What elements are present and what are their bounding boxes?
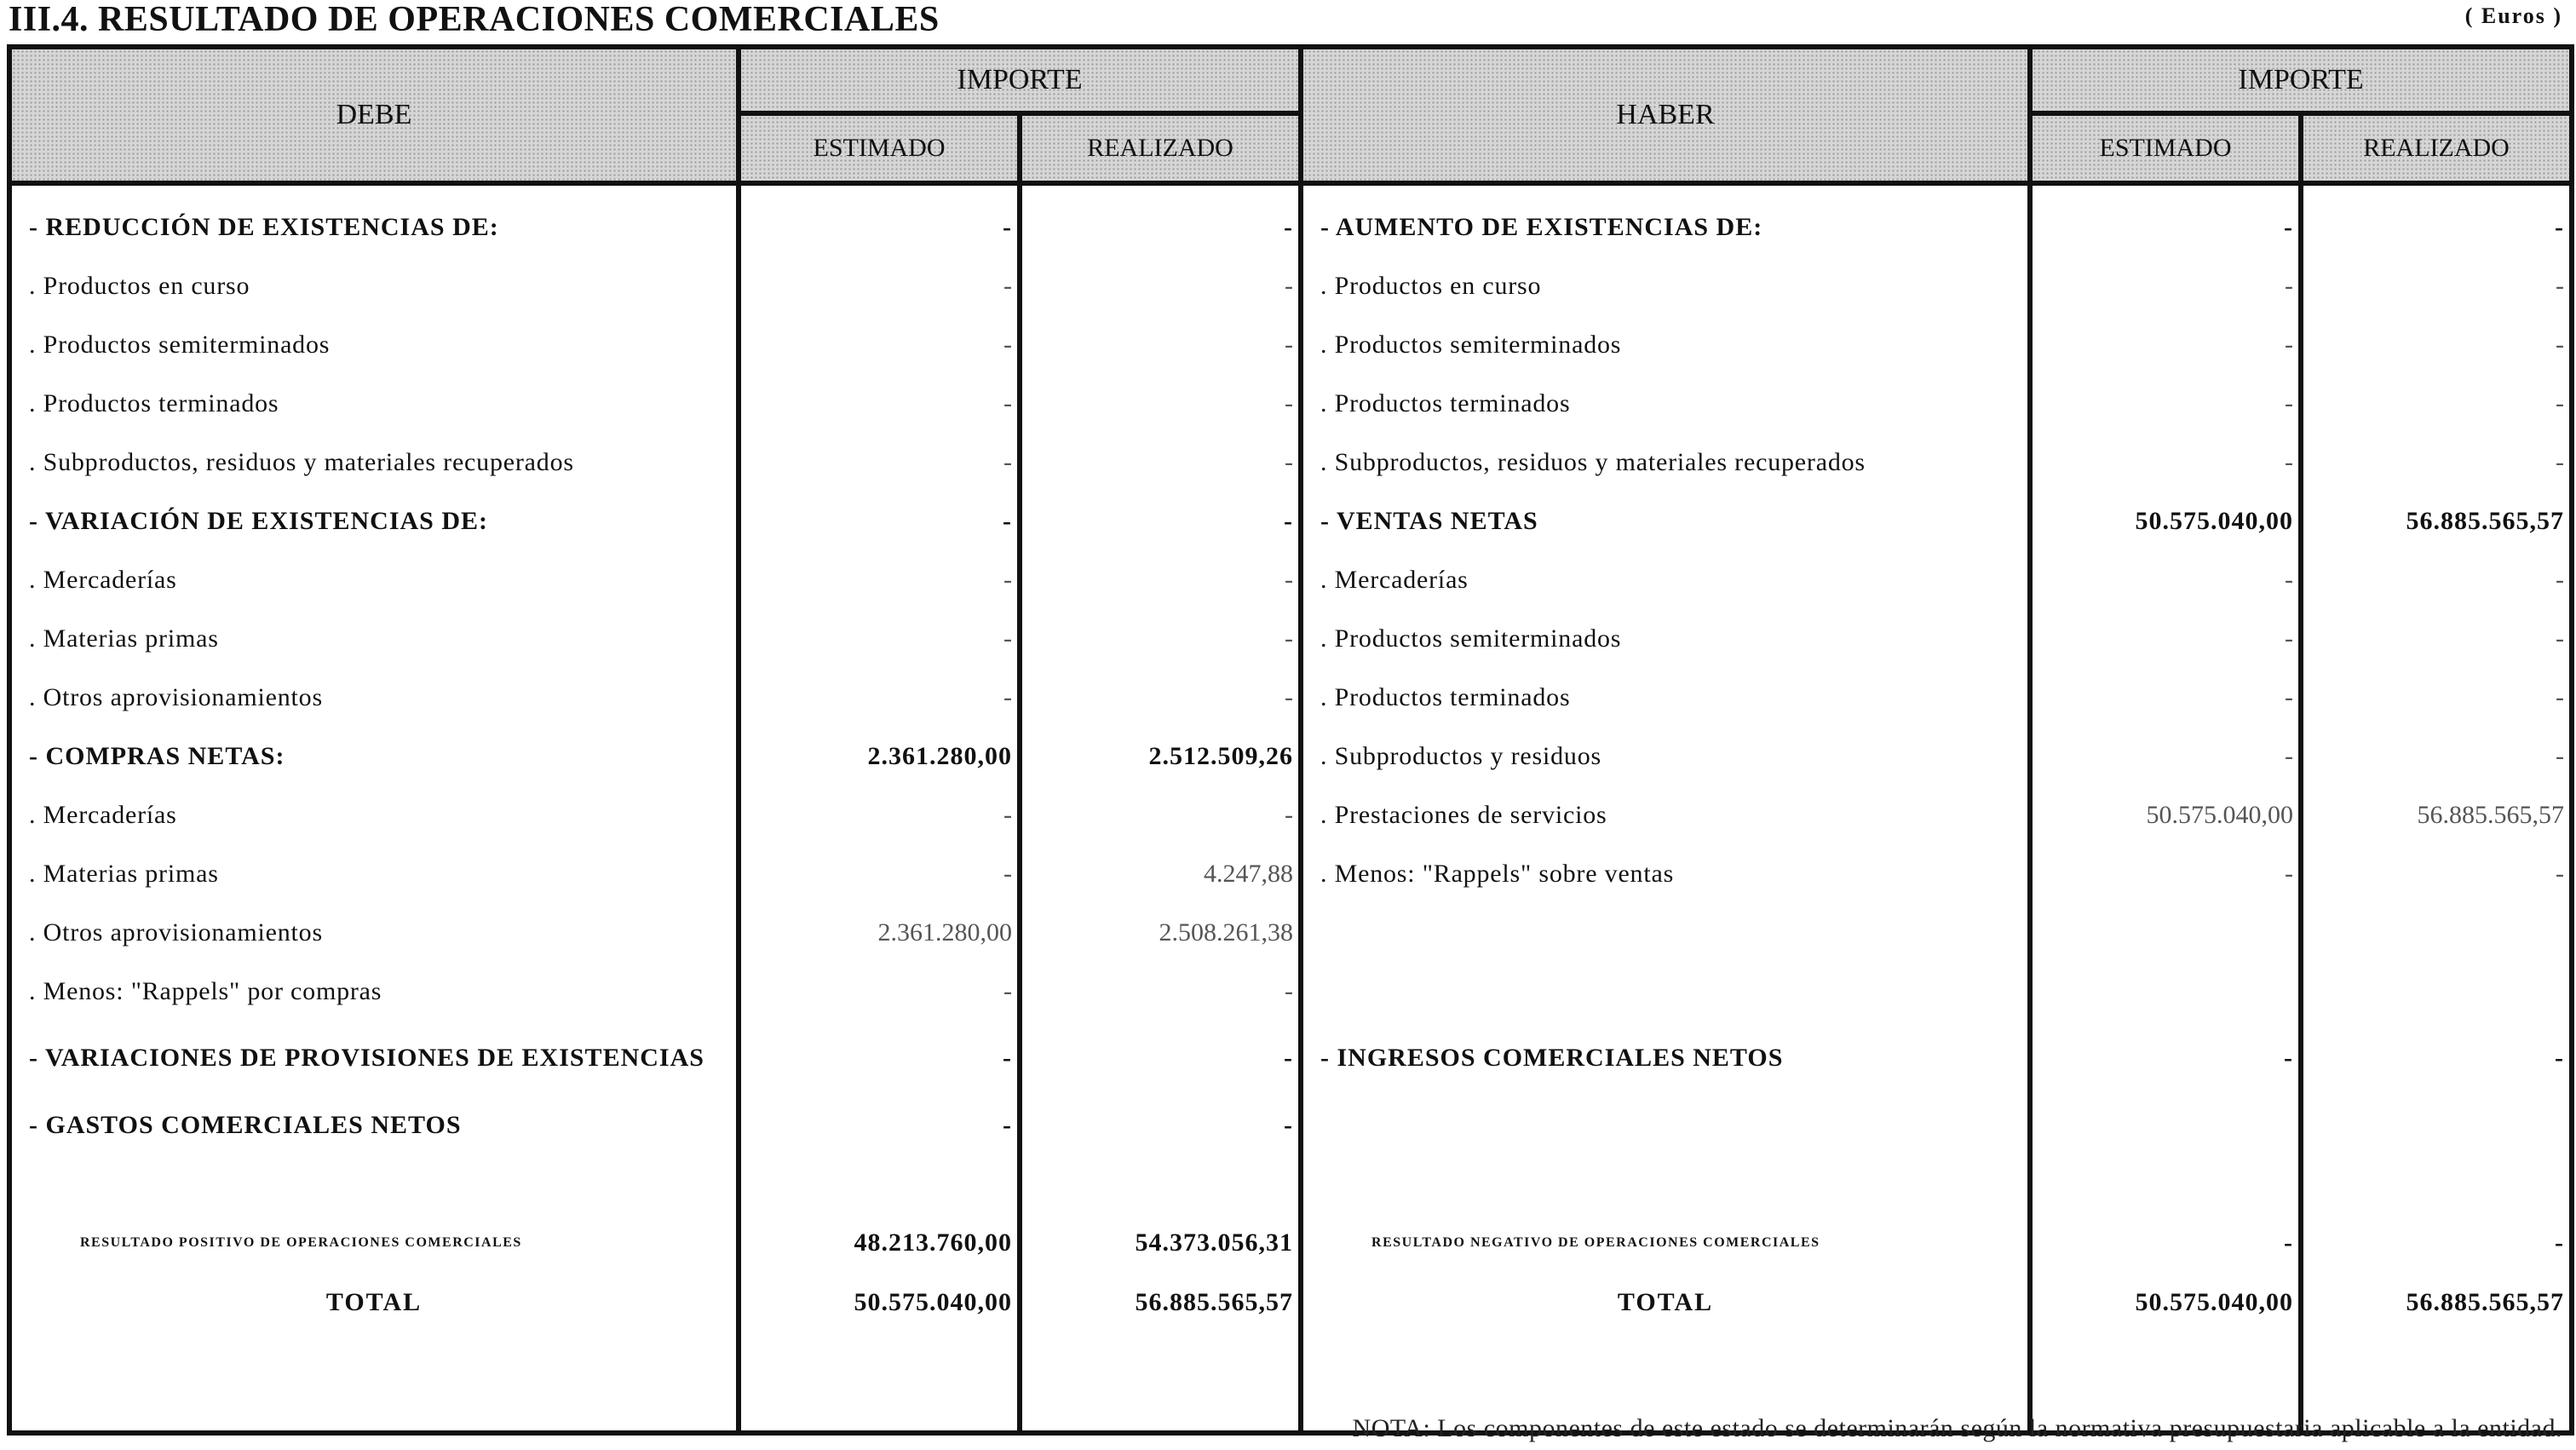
haber-label: . Menos: "Rappels" sobre ventas — [1301, 844, 2030, 903]
haber-label: . Subproductos, residuos y materiales recuperados — [1301, 433, 2030, 492]
debe-label: . Otros aprovisionamientos — [9, 668, 739, 727]
haber-label: . Productos terminados — [1301, 668, 2030, 727]
haber-estimado — [2030, 903, 2301, 962]
table-row — [9, 785, 2572, 844]
table-row — [9, 183, 2572, 256]
haber-realizado: - — [2301, 433, 2572, 492]
header-estimado-haber: ESTIMADO — [2030, 113, 2301, 183]
table-row — [9, 962, 2572, 1021]
haber-estimado: 50.575.040,00 — [2030, 785, 2301, 844]
debe-realizado: 2.512.509,26 — [1020, 727, 1301, 785]
total-row — [9, 1284, 2572, 1321]
haber-realizado: - — [2301, 1202, 2572, 1284]
haber-estimado — [2030, 962, 2301, 1021]
debe-label: . Productos en curso — [9, 256, 739, 315]
debe-estimado: - — [739, 785, 1020, 844]
debe-label: . Productos semiterminados — [9, 315, 739, 374]
debe-estimado: - — [739, 492, 1020, 550]
debe-realizado: - — [1020, 550, 1301, 609]
table-row — [9, 256, 2572, 315]
haber-label: . Productos terminados — [1301, 374, 2030, 433]
header-importe-debe: IMPORTE — [739, 47, 1301, 113]
debe-estimado: 48.213.760,00 — [739, 1202, 1020, 1284]
haber-estimado: - — [2030, 374, 2301, 433]
haber-estimado: - — [2030, 668, 2301, 727]
debe-realizado: - — [1020, 962, 1301, 1021]
debe-estimado: - — [739, 668, 1020, 727]
haber-label — [1301, 962, 2030, 1021]
debe-label: - GASTOS COMERCIALES NETOS — [9, 1096, 739, 1154]
haber-realizado — [2301, 962, 2572, 1021]
haber-estimado: - — [2030, 1021, 2301, 1096]
haber-label: . Subproductos y residuos — [1301, 727, 2030, 785]
debe-label: . Mercaderías — [9, 785, 739, 844]
haber-realizado: - — [2301, 550, 2572, 609]
debe-realizado: - — [1020, 609, 1301, 668]
haber-realizado: - — [2301, 1021, 2572, 1096]
debe-realizado: - — [1020, 374, 1301, 433]
haber-realizado: - — [2301, 374, 2572, 433]
total-label-debe: TOTAL — [9, 1284, 739, 1321]
haber-label — [1301, 903, 2030, 962]
debe-label: . Otros aprovisionamientos — [9, 903, 739, 962]
table-row — [9, 903, 2572, 962]
header-importe-haber: IMPORTE — [2030, 47, 2572, 113]
haber-realizado: 56.885.565,57 — [2301, 492, 2572, 550]
total-debe-estimado: 50.575.040,00 — [739, 1284, 1020, 1321]
debe-estimado: - — [739, 374, 1020, 433]
total-haber-estimado: 50.575.040,00 — [2030, 1284, 2301, 1321]
total-haber-realizado: 56.885.565,57 — [2301, 1284, 2572, 1321]
debe-estimado: - — [739, 550, 1020, 609]
table-row — [9, 374, 2572, 433]
header-realizado-haber: REALIZADO — [2301, 113, 2572, 183]
haber-label: . Mercaderías — [1301, 550, 2030, 609]
debe-label: . Mercaderías — [9, 550, 739, 609]
debe-realizado: - — [1020, 315, 1301, 374]
debe-estimado: - — [739, 315, 1020, 374]
debe-realizado: - — [1020, 1021, 1301, 1096]
debe-realizado: 4.247,88 — [1020, 844, 1301, 903]
haber-realizado — [2301, 903, 2572, 962]
haber-realizado: - — [2301, 727, 2572, 785]
debe-realizado: - — [1020, 433, 1301, 492]
table-row — [9, 492, 2572, 550]
debe-label: - VARIACIÓN DE EXISTENCIAS DE: — [9, 492, 739, 550]
debe-realizado: - — [1020, 785, 1301, 844]
table-row — [9, 727, 2572, 785]
haber-realizado: - — [2301, 183, 2572, 256]
debe-estimado: - — [739, 183, 1020, 256]
haber-realizado: - — [2301, 609, 2572, 668]
haber-label: . Prestaciones de servicios — [1301, 785, 2030, 844]
header-haber: HABER — [1301, 47, 2030, 183]
table-row — [9, 844, 2572, 903]
haber-estimado: - — [2030, 844, 2301, 903]
debe-estimado: - — [739, 962, 1020, 1021]
haber-estimado: - — [2030, 1202, 2301, 1284]
haber-label: - INGRESOS COMERCIALES NETOS — [1301, 1021, 2030, 1096]
debe-estimado: - — [739, 844, 1020, 903]
haber-estimado: 50.575.040,00 — [2030, 492, 2301, 550]
debe-estimado: - — [739, 1096, 1020, 1154]
table-row — [9, 1096, 2572, 1154]
debe-label: . Materias primas — [9, 844, 739, 903]
debe-estimado: 2.361.280,00 — [739, 727, 1020, 785]
haber-estimado: - — [2030, 256, 2301, 315]
haber-label: . Productos en curso — [1301, 256, 2030, 315]
page-title: III.4. RESULTADO DE OPERACIONES COMERCIALES — [9, 0, 940, 39]
debe-realizado: 2.508.261,38 — [1020, 903, 1301, 962]
result-row — [9, 1202, 2572, 1284]
haber-realizado: 56.885.565,57 — [2301, 785, 2572, 844]
footnote: NOTA: Los componentes de este estado se determinarán según la normativa presupuestaria aplicable a la entidad. — [1352, 1414, 2562, 1442]
header-debe: DEBE — [9, 47, 739, 183]
debe-realizado: - — [1020, 492, 1301, 550]
debe-label: - COMPRAS NETAS: — [9, 727, 739, 785]
table-row — [9, 550, 2572, 609]
haber-label: - VENTAS NETAS — [1301, 492, 2030, 550]
debe-label: . Productos terminados — [9, 374, 739, 433]
debe-realizado: 54.373.056,31 — [1020, 1202, 1301, 1284]
header-realizado-debe: REALIZADO — [1020, 113, 1301, 183]
table-row — [9, 1021, 2572, 1096]
header-estimado-debe: ESTIMADO — [739, 113, 1020, 183]
debe-realizado: - — [1020, 1096, 1301, 1154]
units-label: ( Euros ) — [2464, 3, 2562, 28]
haber-estimado: - — [2030, 183, 2301, 256]
debe-label: - REDUCCIÓN DE EXISTENCIAS DE: — [9, 183, 739, 256]
haber-estimado: - — [2030, 609, 2301, 668]
table-row — [9, 433, 2572, 492]
haber-estimado: - — [2030, 727, 2301, 785]
debe-label: . Materias primas — [9, 609, 739, 668]
debe-label: . Subproductos, residuos y materiales recuperados — [9, 433, 739, 492]
debe-realizado: - — [1020, 183, 1301, 256]
table-row — [9, 668, 2572, 727]
total-label-haber: TOTAL — [1301, 1284, 2030, 1321]
table-row — [9, 609, 2572, 668]
debe-label: . Menos: "Rappels" por compras — [9, 962, 739, 1021]
haber-realizado: - — [2301, 668, 2572, 727]
statement-table — [7, 44, 2574, 1436]
resultado-positivo-label: RESULTADO POSITIVO DE OPERACIONES COMERCIALES — [9, 1202, 739, 1284]
debe-estimado: 2.361.280,00 — [739, 903, 1020, 962]
haber-realizado: - — [2301, 256, 2572, 315]
haber-estimado: - — [2030, 433, 2301, 492]
debe-realizado: - — [1020, 668, 1301, 727]
debe-estimado: - — [739, 256, 1020, 315]
table-row — [9, 315, 2572, 374]
haber-realizado: - — [2301, 844, 2572, 903]
haber-realizado: - — [2301, 315, 2572, 374]
haber-label: . Productos semiterminados — [1301, 315, 2030, 374]
haber-estimado: - — [2030, 315, 2301, 374]
haber-label: . Productos semiterminados — [1301, 609, 2030, 668]
resultado-negativo-label: RESULTADO NEGATIVO DE OPERACIONES COMERCIALES — [1301, 1202, 2030, 1284]
haber-label: - AUMENTO DE EXISTENCIAS DE: — [1301, 183, 2030, 256]
total-debe-realizado: 56.885.565,57 — [1020, 1284, 1301, 1321]
haber-estimado: - — [2030, 550, 2301, 609]
debe-estimado: - — [739, 1021, 1020, 1096]
debe-label: - VARIACIONES DE PROVISIONES DE EXISTENCIAS — [9, 1021, 739, 1096]
debe-estimado: - — [739, 609, 1020, 668]
debe-realizado: - — [1020, 256, 1301, 315]
debe-estimado: - — [739, 433, 1020, 492]
